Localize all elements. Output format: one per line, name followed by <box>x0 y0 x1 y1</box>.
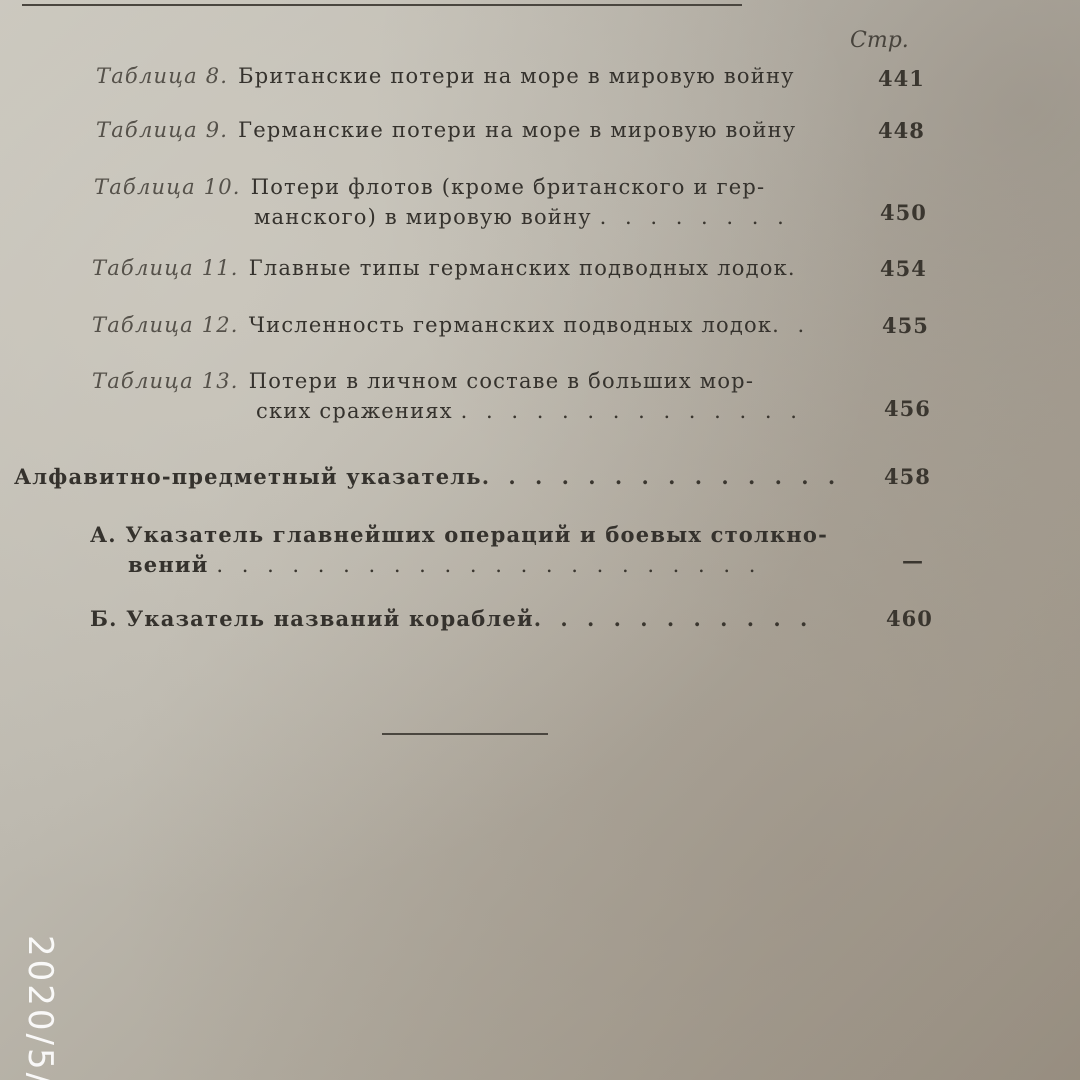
index-b-page: 460 <box>886 606 933 631</box>
index-b-text: Б. Указатель названий кораблей <box>90 606 534 631</box>
dot-leader: . . . . . . . . . . . <box>533 606 814 631</box>
entry-text-line1: Потери флотов (кроме британского и гер- <box>250 175 766 199</box>
closing-rule <box>382 733 548 735</box>
toc-entry-table-13 <box>92 366 803 426</box>
toc-entry-table-11 <box>92 256 801 280</box>
index-a-page: — <box>902 548 924 573</box>
entry-page-number: 448 <box>878 118 925 143</box>
entry-page-number: 454 <box>880 256 927 281</box>
toc-entry-table-12 <box>92 313 810 337</box>
entry-text-line2: манского) в мировую войну <box>254 205 592 229</box>
toc-entry-table-10 <box>94 172 790 232</box>
entry-label: Таблица 9. <box>96 118 229 142</box>
dot-leader: . . . . . . . . <box>599 205 790 229</box>
toc-entry-index-b <box>90 606 813 631</box>
toc-entry-index <box>14 464 841 489</box>
entry-text: Главные типы германских подводных лодок <box>248 256 788 280</box>
date-watermark: 2020/5/ <box>20 935 60 1087</box>
index-page-number: 458 <box>884 464 931 489</box>
entry-label: Таблица 13. <box>92 369 239 393</box>
entry-label: Таблица 12. <box>92 313 239 337</box>
dot-leader: . . . . . . . . . . . . . . <box>481 464 842 489</box>
toc-entry-table-8 <box>96 64 795 88</box>
dot-leader: . . . . . . . . . . . . . . <box>460 399 803 423</box>
entry-page-number: 450 <box>880 200 927 225</box>
index-title: Алфавитно-предметный указатель <box>14 464 482 489</box>
entry-label: Таблица 11. <box>92 256 239 280</box>
entry-page-number: 441 <box>878 66 925 91</box>
dot-leader: . . <box>772 313 811 337</box>
entry-text: Численность германских подводных лодок <box>248 313 773 337</box>
entry-text: Германские потери на море в мировую войну <box>238 118 797 142</box>
toc-entry-index-a <box>90 520 828 580</box>
dot-leader: . <box>787 256 801 280</box>
entry-page-number: 456 <box>884 396 931 421</box>
index-a-line1: А. Указатель главнейших операций и боевых столкно- <box>90 522 829 547</box>
dot-leader: . . . . . . . . . . . . . . . . . . . . . . <box>216 553 762 577</box>
entry-text-line2: ских сражениях <box>256 399 453 423</box>
toc-entry-table-9 <box>96 118 796 142</box>
index-a-line2: вений <box>128 552 209 577</box>
top-rule <box>22 0 742 6</box>
entry-text: Британские потери на море в мировую войну <box>238 64 795 88</box>
entry-label: Таблица 10. <box>94 175 241 199</box>
entry-page-number: 455 <box>882 313 929 338</box>
entry-label: Таблица 8. <box>96 64 229 88</box>
page-column-header: Стр. <box>850 28 909 53</box>
entry-text-line1: Потери в личном составе в больших мор- <box>248 369 755 393</box>
